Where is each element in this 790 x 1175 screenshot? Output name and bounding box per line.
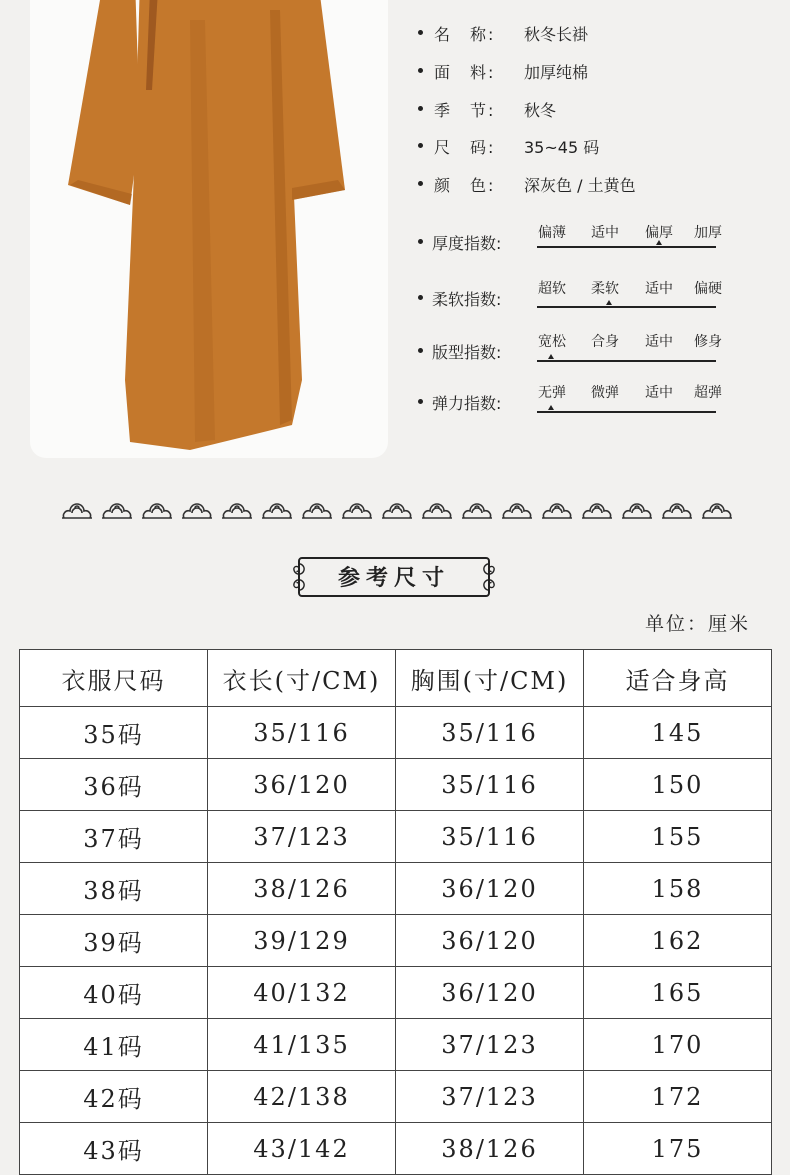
bullet-icon — [418, 399, 423, 404]
table-row — [20, 1123, 772, 1175]
table-row — [20, 759, 772, 811]
column-header: 衣服尺码 — [20, 650, 208, 707]
table-cell: 35/116 — [396, 707, 584, 759]
table-cell: 35/116 — [396, 759, 584, 811]
cloud-ornament-icon — [220, 496, 254, 522]
column-header: 衣长(寸/CM) — [208, 650, 396, 707]
column-header: 适合身高 — [584, 650, 772, 707]
index-scale-line — [537, 360, 716, 362]
index-label: 版型指数: — [432, 343, 502, 362]
table-cell: 35码 — [20, 707, 208, 759]
table-row — [20, 967, 772, 1019]
table-cell: 37/123 — [208, 811, 396, 863]
index-marker-icon — [656, 240, 662, 245]
cloud-ornament-icon — [100, 496, 134, 522]
table-cell: 40/132 — [208, 967, 396, 1019]
product-image-card — [30, 0, 388, 458]
table-cell: 172 — [584, 1071, 772, 1123]
cloud-ornament-icon — [620, 496, 654, 522]
cloud-ornament-icon — [140, 496, 174, 522]
spec-value: 加厚纯棉 — [524, 63, 589, 82]
index-marker-icon — [606, 300, 612, 305]
spec-label: 名 称: — [434, 25, 496, 44]
spec-label: 面 料: — [434, 63, 496, 82]
index-option: 加厚 — [694, 225, 722, 241]
table-cell: 158 — [584, 863, 772, 915]
bullet-icon — [418, 295, 423, 300]
table-row — [20, 1071, 772, 1123]
table-cell: 165 — [584, 967, 772, 1019]
table-cell: 36/120 — [396, 915, 584, 967]
size-table — [19, 649, 772, 1175]
cloud-ornament-icon — [300, 496, 334, 522]
index-marker-icon — [548, 405, 554, 410]
table-cell: 38码 — [20, 863, 208, 915]
table-cell: 41/135 — [208, 1019, 396, 1071]
table-cell: 43码 — [20, 1123, 208, 1175]
table-cell: 38/126 — [396, 1123, 584, 1175]
index-label: 厚度指数: — [432, 234, 502, 253]
thickness-index — [418, 222, 778, 262]
cloud-ornament-icon — [340, 496, 374, 522]
index-option: 宽松 — [538, 334, 566, 350]
spec-value: 35~45 码 — [524, 138, 600, 157]
table-cell: 42码 — [20, 1071, 208, 1123]
table-cell: 170 — [584, 1019, 772, 1071]
softness-index — [418, 278, 778, 318]
index-option: 柔软 — [591, 281, 619, 297]
table-row — [20, 811, 772, 863]
index-option: 无弹 — [538, 385, 566, 401]
bullet-icon — [418, 181, 423, 186]
index-option: 适中 — [591, 225, 619, 241]
table-cell: 36/120 — [208, 759, 396, 811]
cloud-ornament-icon — [700, 496, 734, 522]
spec-label: 颜 色: — [434, 176, 496, 195]
table-cell: 39码 — [20, 915, 208, 967]
table-cell: 39/129 — [208, 915, 396, 967]
table-cell: 175 — [584, 1123, 772, 1175]
bullet-icon — [418, 68, 423, 73]
table-cell: 42/138 — [208, 1071, 396, 1123]
table-cell: 36码 — [20, 759, 208, 811]
section-title: 参考尺寸 — [337, 565, 450, 591]
table-cell: 41码 — [20, 1019, 208, 1071]
table-cell: 40码 — [20, 967, 208, 1019]
section-title-frame — [298, 557, 490, 597]
unit-label: 单位：厘米 — [644, 613, 750, 635]
table-header-row — [20, 650, 772, 707]
index-option: 适中 — [645, 334, 673, 350]
table-cell: 37码 — [20, 811, 208, 863]
index-scale-line — [537, 306, 716, 308]
index-option: 修身 — [694, 334, 722, 350]
spec-label: 季 节: — [434, 101, 496, 120]
bullet-icon — [418, 143, 423, 148]
table-cell: 35/116 — [208, 707, 396, 759]
table-row — [20, 863, 772, 915]
spec-label: 尺 码: — [434, 138, 496, 157]
table-cell: 35/116 — [396, 811, 584, 863]
index-label: 弹力指数: — [432, 394, 502, 413]
table-cell: 37/123 — [396, 1019, 584, 1071]
column-header: 胸围(寸/CM) — [396, 650, 584, 707]
cloud-ornament-icon — [580, 496, 614, 522]
bullet-icon — [418, 30, 423, 35]
bullet-icon — [418, 348, 423, 353]
cloud-ornament-divider — [60, 496, 740, 526]
index-option: 微弹 — [591, 385, 619, 401]
table-row — [20, 1019, 772, 1071]
table-cell: 38/126 — [208, 863, 396, 915]
cloud-ornament-icon — [540, 496, 574, 522]
table-cell: 145 — [584, 707, 772, 759]
table-cell: 43/142 — [208, 1123, 396, 1175]
index-scale-line — [537, 411, 716, 413]
robe-illustration — [30, 0, 388, 458]
cloud-ornament-icon — [420, 496, 454, 522]
cloud-ornament-icon — [660, 496, 694, 522]
cloud-ornament-icon — [180, 496, 214, 522]
table-cell: 36/120 — [396, 863, 584, 915]
index-label: 柔软指数: — [432, 290, 502, 309]
bullet-icon — [418, 239, 423, 244]
table-cell: 162 — [584, 915, 772, 967]
index-option: 合身 — [591, 334, 619, 350]
cloud-ornament-icon — [60, 496, 94, 522]
table-row — [20, 915, 772, 967]
cloud-ornament-icon — [460, 496, 494, 522]
cloud-ornament-icon — [260, 496, 294, 522]
table-cell: 37/123 — [396, 1071, 584, 1123]
spec-value: 深灰色 / 土黄色 — [524, 176, 636, 195]
index-option: 偏厚 — [645, 225, 673, 241]
cloud-ornament-icon — [380, 496, 414, 522]
spec-value: 秋冬 — [524, 101, 557, 120]
table-row — [20, 707, 772, 759]
index-option: 超弹 — [694, 385, 722, 401]
bullet-icon — [418, 106, 423, 111]
fit-index — [418, 331, 778, 371]
table-cell: 36/120 — [396, 967, 584, 1019]
index-option: 超软 — [538, 281, 566, 297]
elasticity-index — [418, 382, 778, 422]
index-option: 偏薄 — [538, 225, 566, 241]
table-cell: 155 — [584, 811, 772, 863]
index-marker-icon — [548, 354, 554, 359]
index-scale-line — [537, 246, 716, 248]
cloud-ornament-icon — [500, 496, 534, 522]
index-option: 适中 — [645, 281, 673, 297]
index-option: 适中 — [645, 385, 673, 401]
index-option: 偏硬 — [694, 281, 722, 297]
table-cell: 150 — [584, 759, 772, 811]
spec-value: 秋冬长褂 — [524, 25, 589, 44]
